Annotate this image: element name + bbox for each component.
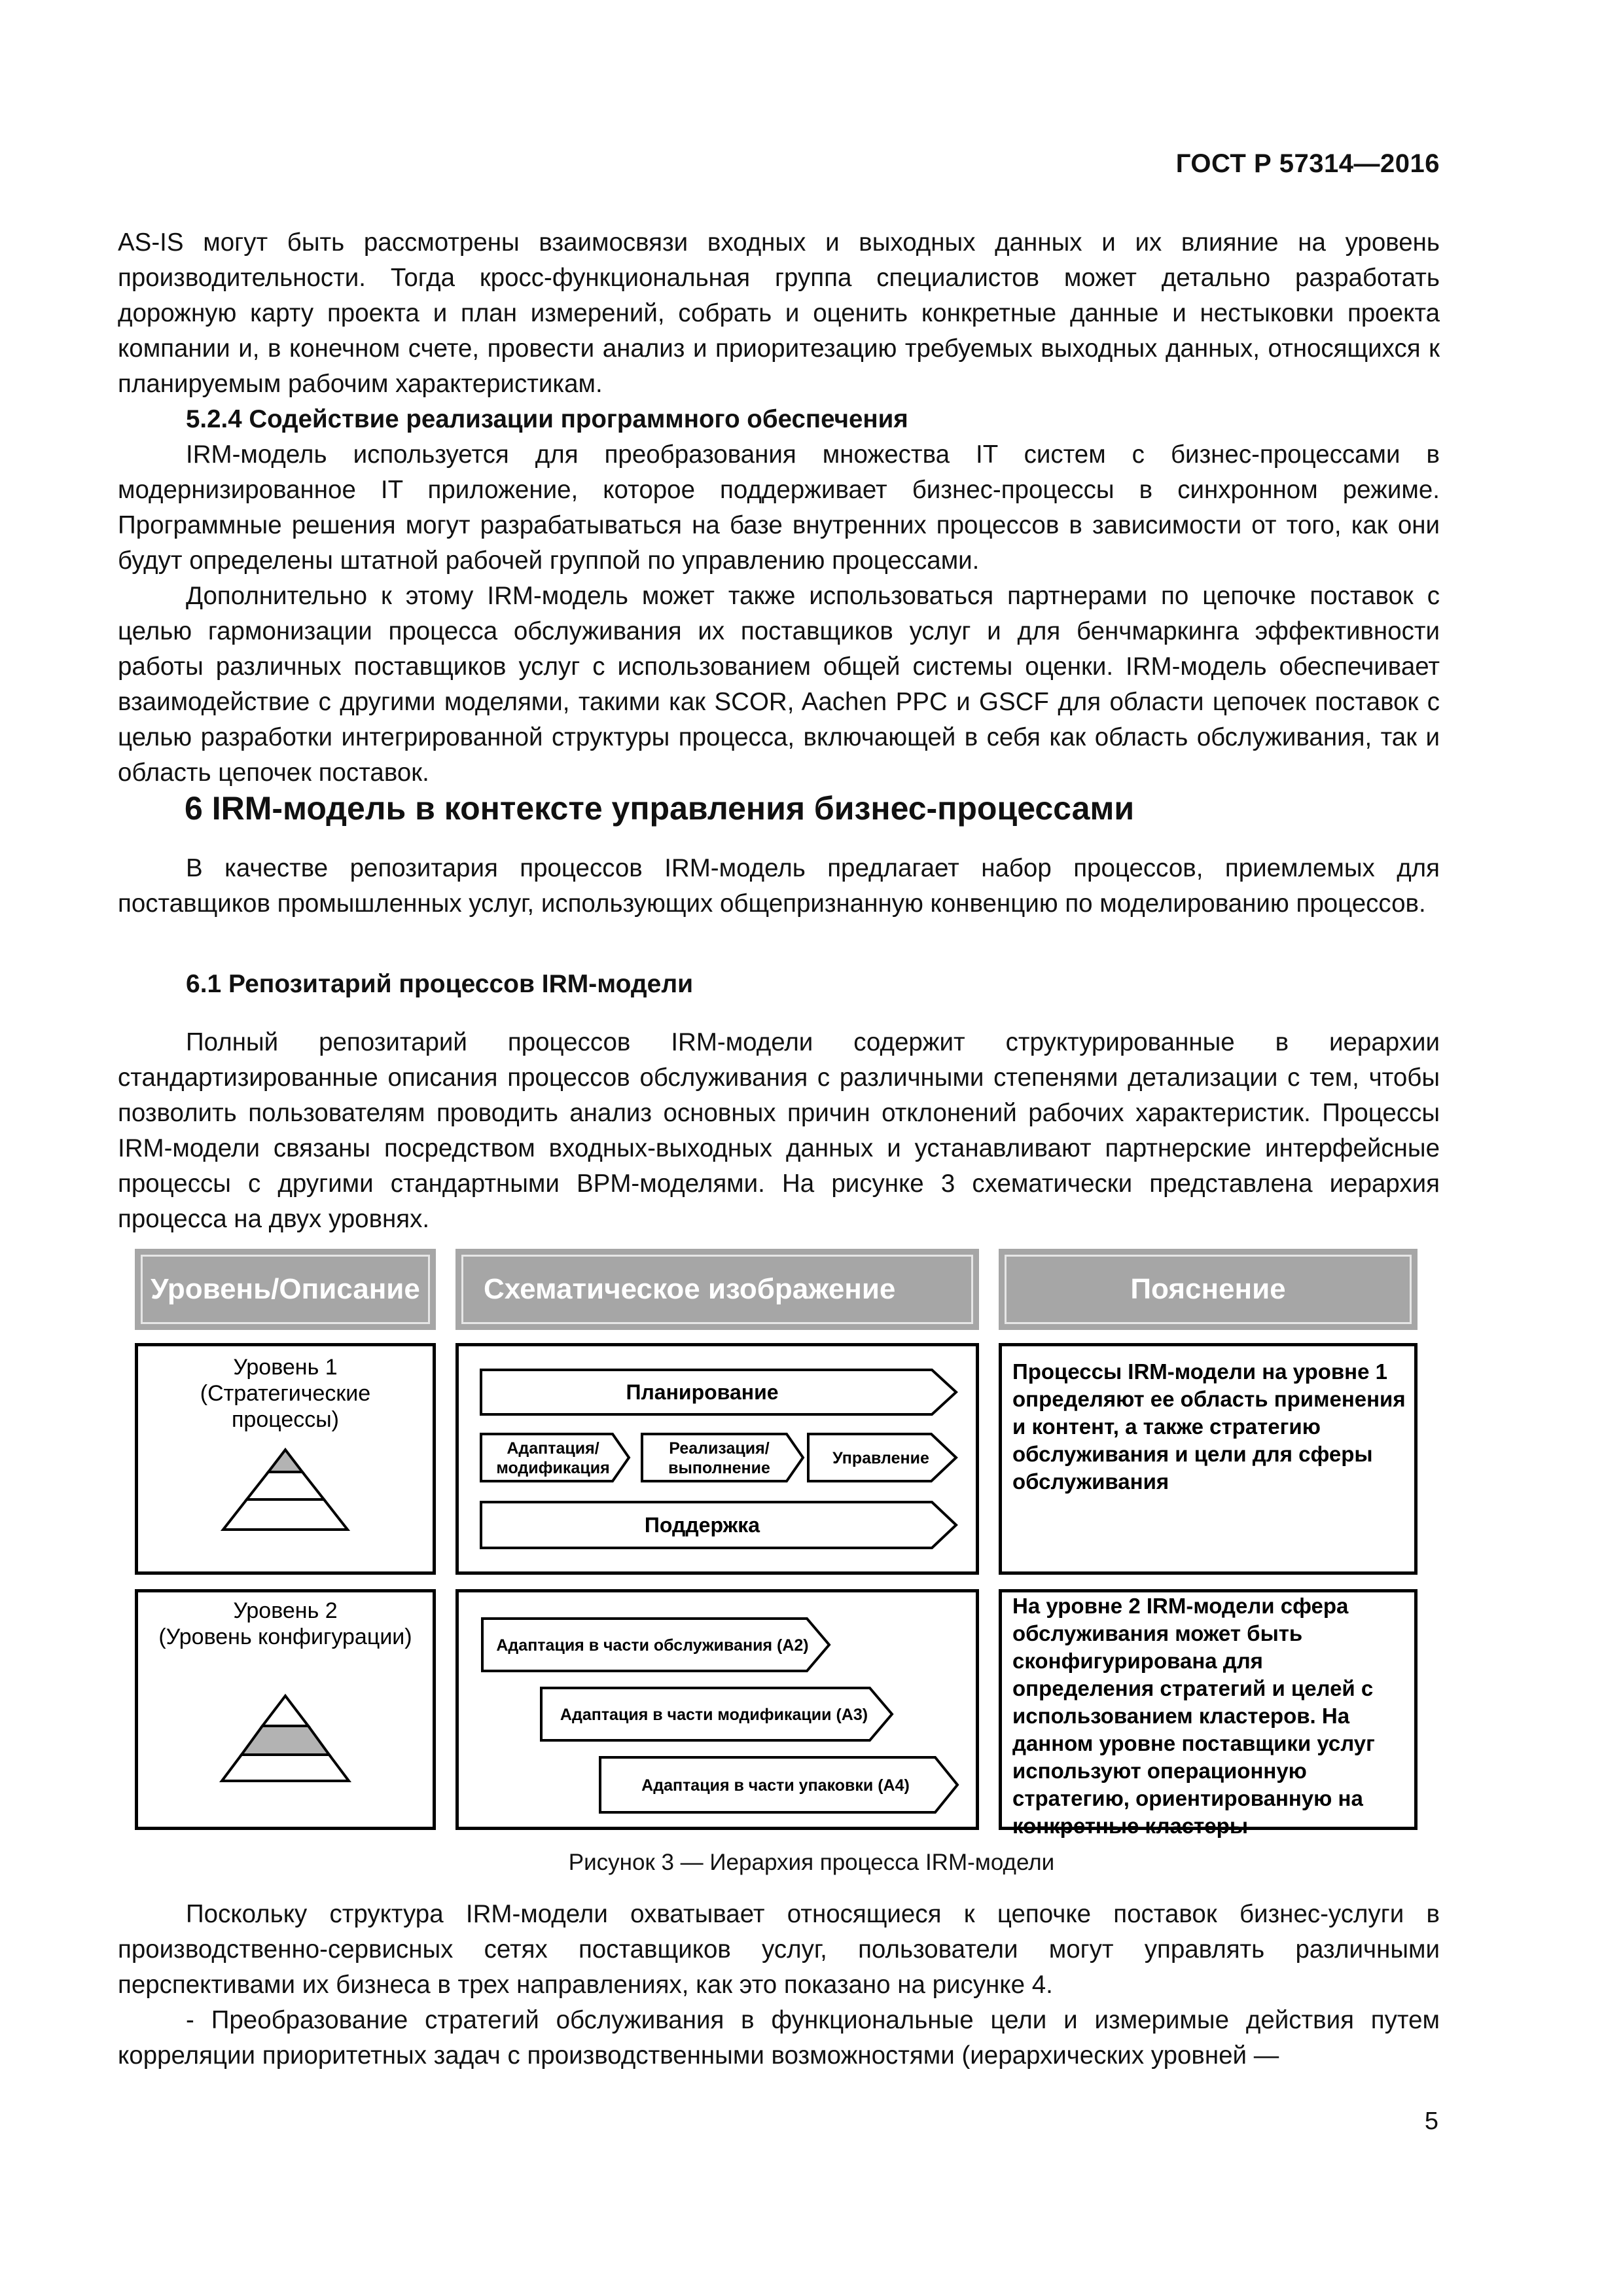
arrow-a3 [541, 1688, 892, 1740]
section-6-1-block [118, 1025, 1440, 1237]
level2-explanation-cell [999, 1589, 1418, 1838]
arrow-a3-label: Адаптация в части модификации (А3) [560, 1706, 868, 1724]
subsection-title-6-1: 6.1 Репозитарий процессов IRM-модели [186, 970, 694, 998]
arrow-realization-label-2: выполнение [668, 1459, 770, 1477]
arrow-adaptation-label-1: Адаптация/ [507, 1439, 599, 1458]
after-figure-block [118, 1897, 1440, 2073]
arrow-management [808, 1434, 956, 1481]
figure-header-schematic: Схематическое изображение [455, 1249, 979, 1330]
document-standard-header: ГОСТ Р 57314—2016 [1175, 149, 1440, 178]
section-title-6: 6 IRM-модель в контексте управления бизнес-процессами [185, 790, 1135, 827]
section-6-block [118, 851, 1440, 922]
intro-paragraph: AS-IS могут быть рассмотрены взаимосвязи входных и выходных данных и их влияние на уровень производительности. Тогда кросс-функциональная группа специалистов может детально разработать дорожную карту проекта и план измерений, собрать и оценить конкретные данные и нестыковки проекта компании и, в конечном счете, провести анализ и приоритезацию требуемых выходных данных, относящихся к планируемым рабочим характеристикам. [118, 228, 1440, 398]
arrow-planning-label: Планирование [626, 1380, 779, 1404]
level1-description-cell [135, 1343, 436, 1575]
arrow-a4 [600, 1757, 957, 1812]
level1-process-arrows [459, 1346, 976, 1571]
level2-label-line1: Уровень 2 [233, 1598, 338, 1623]
arrow-management-label: Управление [832, 1449, 929, 1467]
level1-label-line2: (Стратегические [200, 1381, 371, 1406]
level2-explanation-text: На уровне 2 IRM-модели сфера обслуживания может быть сконфигурирована для определения стратегий и целей с использованием кластеров. На данном уровне поставщики услуг используют операционную стратегию, ориентированную на конкретные кластеры [1012, 1594, 1375, 1838]
arrow-a2-label: Адаптация в части обслуживания (А2) [496, 1636, 809, 1655]
figure-header-explanation: Пояснение [999, 1249, 1418, 1330]
after-paragraph-1: Поскольку структура IRM-модели охватывает относящиеся к цепочке поставок бизнес-услуги в производственно-сервисных сетях поставщиков услуг, пользователи могут управлять различными перспективами их бизнеса в трех направлениях, как это показано на рисунке 4. [118, 1900, 1440, 1999]
figure-header-level: Уровень/Описание [135, 1249, 436, 1330]
subsection-heading-5-2-4: 5.2.4 Содействие реализации программного обеспечения [186, 405, 908, 433]
level2-pyramid-icon [138, 1592, 433, 1827]
level2-description-cell [135, 1589, 436, 1830]
paragraph-5-2-4-2: Дополнительно к этому IRM-модель может также использоваться партнерами по цепочке поставок с целью гармонизации процесса обслуживания их поставщиков услуг и для бенчмаркинга эффективности работы различных поставщиков услуг с использованием общей системы оценки. IRM-модель обеспечивает взаимодействие с другими моделями, такими как SCOR, Aachen PPC и GSCF для области цепочек поставок с целью разработки интегрированной структуры процесса, включающей в себя как область обслуживания, так и область цепочек поставок. [118, 582, 1440, 787]
paragraph-6-1-body: Полный репозитарий процессов IRM-модели содержит структурированные в иерархии стандартизированные описания процессов обслуживания с различными степенями детализации с тем, чтобы позволить пользователям проводить анализ основных причин отклонений рабочих характеристик. Процессы IRM-модели связаны посредством входных-выходных данных и устанавливают партнерские интерфейсные процессы с другими стандартными BPM-моделями. На рисунке 3 схематически представлена иерархия процесса на двух уровнях. [118, 1028, 1440, 1233]
arrow-support-label: Поддержка [644, 1513, 760, 1537]
figure-caption: Рисунок 3 — Иерархия процесса IRM-модели [568, 1850, 1055, 1875]
level1-label-line3: процессы) [232, 1407, 339, 1432]
level2-label-line2: (Уровень конфигурации) [158, 1624, 412, 1649]
page-number: 5 [1424, 2108, 1438, 2135]
arrow-realization-label-1: Реализация/ [669, 1439, 770, 1458]
level1-pyramid-icon [138, 1346, 433, 1571]
intro-block [118, 225, 1440, 791]
arrow-a2 [482, 1619, 829, 1671]
arrow-realization [642, 1434, 803, 1481]
arrow-adaptation [481, 1434, 629, 1481]
after-paragraph-2: - Преобразование стратегий обслуживания в функциональные цели и измеримые действия путем корреляции приоритетных задач с производственными возможностями (иерархических уровней — [118, 2006, 1440, 2070]
level1-schematic-cell [455, 1343, 979, 1575]
level1-label-line1: Уровень 1 [233, 1355, 338, 1380]
arrow-planning [481, 1370, 956, 1414]
arrow-a4-label: Адаптация в части упаковки (А4) [641, 1776, 910, 1795]
arrow-support [481, 1502, 956, 1548]
level1-explanation-text: Процессы IRM-модели на уровне 1 определяют ее область применения и контент, а также стратегию обслуживания и цели для сферы обслуживания [1012, 1359, 1406, 1494]
arrow-adaptation-label-2: модификация [496, 1459, 610, 1477]
level1-explanation-cell [999, 1343, 1418, 1575]
level2-schematic-cell [455, 1589, 979, 1830]
paragraph-6-1: В качестве репозитария процессов IRM-модель предлагает набор процессов, приемлемых для поставщиков промышленных услуг, использующих общепризнанную конвенцию по моделированию процессов. [118, 854, 1440, 918]
paragraph-5-2-4-1: IRM-модель используется для преобразования множества IT систем с бизнес-процессами в модернизированное IT приложение, которое поддерживает бизнес-процессы в синхронном режиме. Программные решения могут разрабатываться на базе внутренних процессов в зависимости от того, как они будут определены штатной рабочей группой по управлению процессами. [118, 440, 1440, 575]
level2-process-arrows [459, 1592, 976, 1827]
